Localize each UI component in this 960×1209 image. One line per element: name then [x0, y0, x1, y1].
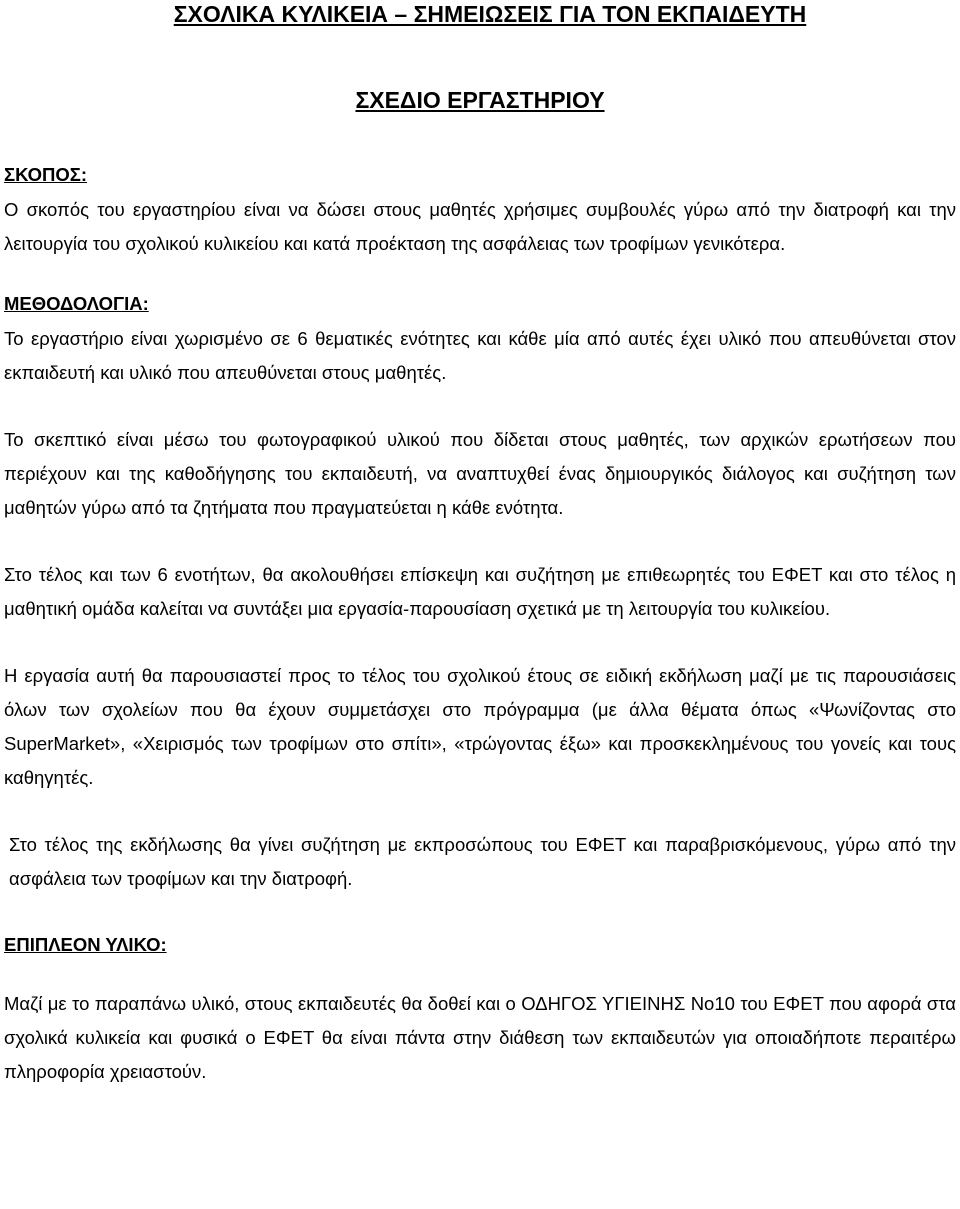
methodologia-paragraph-3: Στο τέλος και των 6 ενοτήτων, θα ακολουθήσει επίσκεψη και συζήτηση με επιθεωρητές του ΕΦΕΤ και στο τέλος η μαθητική ομάδα καλείται να συντάξει μια εργασία-παρουσίαση σχετικά με τη λειτουργία του κυλικείου. [4, 564, 956, 619]
section-methodologia [4, 290, 956, 896]
methodologia-paragraph-5: Στο τέλος της εκδήλωσης θα γίνει συζήτηση με εκπροσώπους του ΕΦΕΤ και παραβρισκόμενους, γύρω από την ασφάλεια των τροφίμων και την διατροφή. [9, 834, 956, 889]
methodologia-paragraph-2: Το σκεπτικό είναι μέσω του φωτογραφικού υλικού που δίδεται στους μαθητές, των αρχικών ερωτήσεων που περιέχουν και της καθοδήγησης του εκπαιδευτή, να αναπτυχθεί ένας δημιουργικός διάλογος και συζήτηση των μαθητών γύρω από τα ζητήματα που πραγματεύεται η κάθε ενότητα. [4, 429, 956, 518]
section-heading-epipleon: ΕΠΙΠΛΕΟΝ ΥΛΙΚΟ: [4, 934, 167, 955]
epipleon-paragraph: Μαζί με το παραπάνω υλικό, στους εκπαιδευτές θα δοθεί και ο ΟΔΗΓΟΣ ΥΓΙΕΙΝΗΣ Νο10 του ΕΦΕΤ που αφορά στα σχολικά κυλικεία και φυσικά ο ΕΦΕΤ θα είναι πάντα στην διάθεση των εκπαιδευτών για οποιαδήποτε περαιτέρω πληροφορία χρειαστούν. [4, 993, 956, 1082]
methodologia-paragraph-1: Το εργαστήριο είναι χωρισμένο σε 6 θεματικές ενότητες και κάθε μία από αυτές έχει υλικό που απευθύνεται στον εκπαιδευτή και υλικό που απευθύνεται στους μαθητές. [4, 328, 956, 383]
section-skopos [4, 161, 956, 261]
section-epipleon [4, 931, 956, 1089]
document-title: ΣΧΟΛΙΚΑ ΚΥΛΙΚΕΙΑ – ΣΗΜΕΙΩΣΕΙΣ ΓΙΑ ΤΟΝ ΕΚΠΑΙΔΕΥΤΗ [173, 1, 807, 27]
methodologia-paragraph-4: Η εργασία αυτή θα παρουσιαστεί προς το τέλος του σχολικού έτους σε ειδική εκδήλωση μαζί με τις παρουσιάσεις όλων των σχολείων που θα έχουν συμμετάσχει στο πρόγραμμα (με άλλα θέματα όπως «Ψωνίζοντας στο SuperMarket», «Χειρισμός των τροφίμων στο σπίτι», «τρώγοντας έξω» και προσκεκλημένους του γονείς και τους καθηγητές. [4, 665, 956, 788]
skopos-paragraph: Ο σκοπός του εργαστηρίου είναι να δώσει στους μαθητές χρήσιμες συμβουλές γύρω από την διατροφή και την λειτουργία του σχολικού κυλικείου και κατά προέκταση της ασφάλειας των τροφίμων γενικότερα. [4, 199, 956, 254]
document-subtitle: ΣΧΕΔΙΟ ΕΡΓΑΣΤΗΡΙΟΥ [355, 87, 605, 113]
section-heading-methodologia: ΜΕΘΟΔΟΛΟΓΙΑ: [4, 293, 149, 314]
section-heading-skopos: ΣΚΟΠΟΣ: [4, 164, 88, 185]
